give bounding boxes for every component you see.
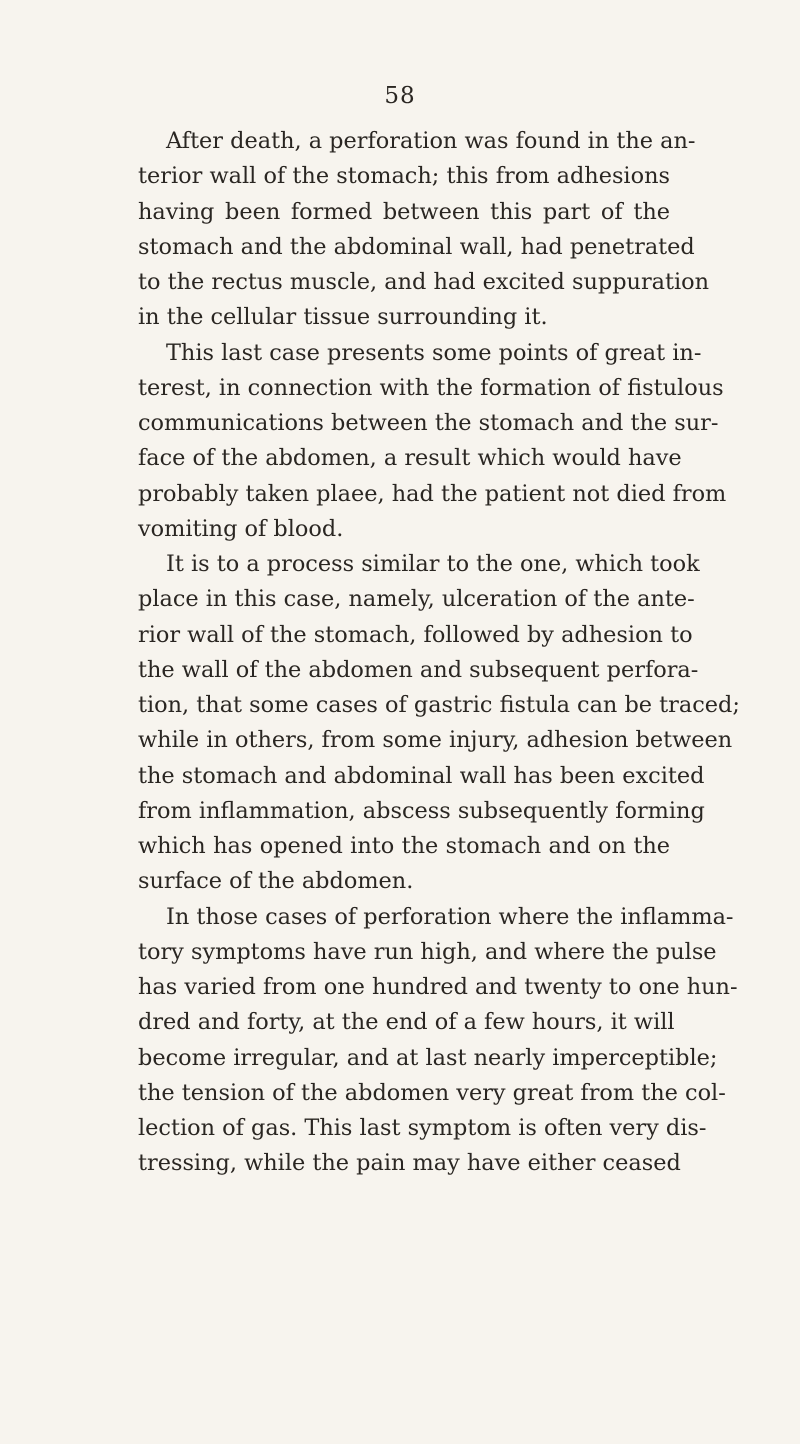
text-line: in the cellular tissue surrounding it. bbox=[138, 304, 548, 331]
text-line: become irregular, and at last nearly imperceptible; bbox=[138, 1044, 718, 1071]
text-line: tressing, while the pain may have either ceased bbox=[138, 1150, 681, 1177]
text-line: stomach and the abdominal wall, had penetrated bbox=[138, 233, 695, 260]
text-line: It is to a process similar to the one, which took bbox=[166, 551, 700, 577]
text-line: tion, that some cases of gastric fistula can be traced; bbox=[138, 692, 740, 718]
text-line: lection of gas. This last symptom is often very dis- bbox=[138, 1115, 707, 1141]
text-line: After death, a perforation was found in the an- bbox=[166, 128, 696, 154]
text-line: having been formed between this part of the bbox=[138, 198, 670, 225]
text-line: which has opened into the stomach and on the bbox=[138, 833, 670, 859]
text-line: In those cases of perforation where the inflamma- bbox=[166, 903, 734, 930]
text-line: rior wall of the stomach, followed by adhesion to bbox=[138, 621, 693, 648]
text-line: while in others, from some injury, adhesion between bbox=[138, 727, 733, 754]
text-line: communications between the stomach and the sur- bbox=[138, 410, 719, 436]
text-line: has varied from one hundred and twenty to one hun- bbox=[138, 974, 738, 1000]
body-text bbox=[138, 124, 740, 1182]
text-line: place in this case, namely, ulceration of the ante- bbox=[138, 586, 695, 613]
text-line: terest, in connection with the formation of fistulous bbox=[138, 374, 724, 401]
text-line: to the rectus muscle, and had excited suppuration bbox=[138, 269, 710, 295]
text-line: vomiting of blood. bbox=[138, 515, 344, 542]
text-line: the stomach and abdominal wall has been excited bbox=[138, 762, 705, 789]
text-line: tory symptoms have run high, and where the pulse bbox=[138, 938, 717, 965]
text-line: probably taken plaee, had the patient not died from bbox=[138, 480, 727, 507]
text-line: surface of the abdomen. bbox=[138, 868, 414, 895]
text-line: This last case presents some points of great in- bbox=[166, 339, 702, 366]
text-line: the wall of the abdomen and subsequent perfora- bbox=[138, 656, 699, 683]
page-number: 58 bbox=[384, 83, 416, 109]
text-line: from inflammation, abscess subsequently forming bbox=[138, 797, 705, 824]
text-line: terior wall of the stomach; this from adhesions bbox=[138, 163, 670, 190]
text-line: dred and forty, at the end of a few hours, it will bbox=[138, 1009, 675, 1036]
text-line: face of the abdomen, a result which would have bbox=[138, 445, 682, 472]
text-line: the tension of the abdomen very great from the col- bbox=[138, 1079, 726, 1106]
